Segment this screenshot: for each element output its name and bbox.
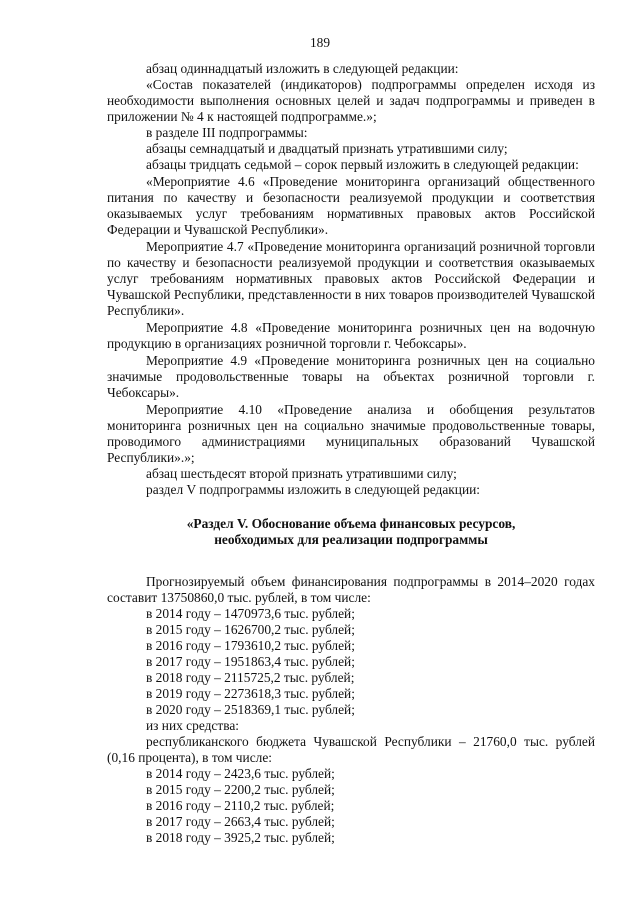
funding-year-item: в 2019 году – 2273618,3 тыс. рублей;	[146, 686, 355, 701]
paragraph: Мероприятие 4.9 «Проведение мониторинга розничных цен на социально значимые продовольственные товары на объектах розничной торговли г. Чебоксары».	[107, 353, 595, 400]
funding-year-item: в 2014 году – 1470973,6 тыс. рублей;	[146, 606, 355, 621]
funding-year-item: в 2020 году – 2518369,1 тыс. рублей;	[146, 702, 355, 717]
paragraph: абзац одиннадцатый изложить в следующей редакции:	[146, 61, 459, 76]
paragraph: Мероприятие 4.7 «Проведение мониторинга организаций розничной торговли по качеству и безопасности реализуемой продукции и соответствия оказываемых услуг требованиям нормативных правовых актов Российской Федерации и Чувашской Республики, представленности в них товаров производителей Чувашской Республики».	[107, 239, 595, 318]
paragraph: Мероприятие 4.10 «Проведение анализа и обобщения результатов мониторинга розничных цен на социально значимые продовольственные товары, проводимого администрациями муниципальных образований Чувашской Республики».»;	[107, 402, 595, 465]
document-body	[107, 61, 595, 846]
paragraph: раздел V подпрограммы изложить в следующей редакции:	[146, 482, 481, 497]
paragraph: «Состав показателей (индикаторов) подпрограммы определен исходя из необходимости выполнения основных целей и задач подпрограммы и приведен в приложении № 4 к настоящей подпрограмме.»;	[107, 77, 595, 124]
page-number: 189	[309, 35, 331, 50]
paragraph: в разделе III подпрограммы:	[146, 125, 308, 140]
paragraph: Мероприятие 4.8 «Проведение мониторинга розничных цен на водочную продукцию в организациях розничной торговли г. Чебоксары».	[107, 320, 595, 351]
republic-year-item: в 2014 году – 2423,6 тыс. рублей;	[146, 766, 335, 781]
republic-year-item: в 2015 году – 2200,2 тыс. рублей;	[146, 782, 335, 797]
section-heading-line: «Раздел V. Обоснование объема финансовых ресурсов,	[186, 516, 516, 531]
paragraph: абзацы семнадцатый и двадцатый признать утратившими силу;	[146, 141, 508, 156]
section-heading-line: необходимых для реализации подпрограммы	[214, 532, 488, 547]
paragraph: «Мероприятие 4.6 «Проведение мониторинга организаций общественного питания по качеству и безопасности реализуемой продукции и соответствия оказываемых услуг требованиям нормативных правовых актов Российской Федерации и Чувашской Республики».	[107, 174, 595, 237]
funding-sources-label: из них средства:	[146, 718, 240, 733]
funding-year-item: в 2018 году – 2115725,2 тыс. рублей;	[146, 670, 355, 685]
republic-year-item: в 2017 году – 2663,4 тыс. рублей;	[146, 814, 335, 829]
section-heading	[107, 516, 595, 548]
funding-year-item: в 2017 году – 1951863,4 тыс. рублей;	[146, 654, 355, 669]
funding-year-item: в 2016 году – 1793610,2 тыс. рублей;	[146, 638, 355, 653]
paragraph: абзацы тридцать седьмой – сорок первый изложить в следующей редакции:	[146, 157, 579, 172]
funding-year-item: в 2015 году – 1626700,2 тыс. рублей;	[146, 622, 355, 637]
republic-year-item: в 2018 году – 3925,2 тыс. рублей;	[146, 830, 335, 845]
funding-intro: Прогнозируемый объем финансирования подпрограммы в 2014–2020 годах составит 13750860,0 тыс. рублей, в том числе:	[107, 574, 595, 605]
republic-year-item: в 2016 году – 2110,2 тыс. рублей;	[146, 798, 335, 813]
republic-budget-paragraph: республиканского бюджета Чувашской Республики – 21760,0 тыс. рублей (0,16 процента), в том числе:	[107, 734, 595, 765]
paragraph: абзац шестьдесят второй признать утратившими силу;	[146, 466, 457, 481]
